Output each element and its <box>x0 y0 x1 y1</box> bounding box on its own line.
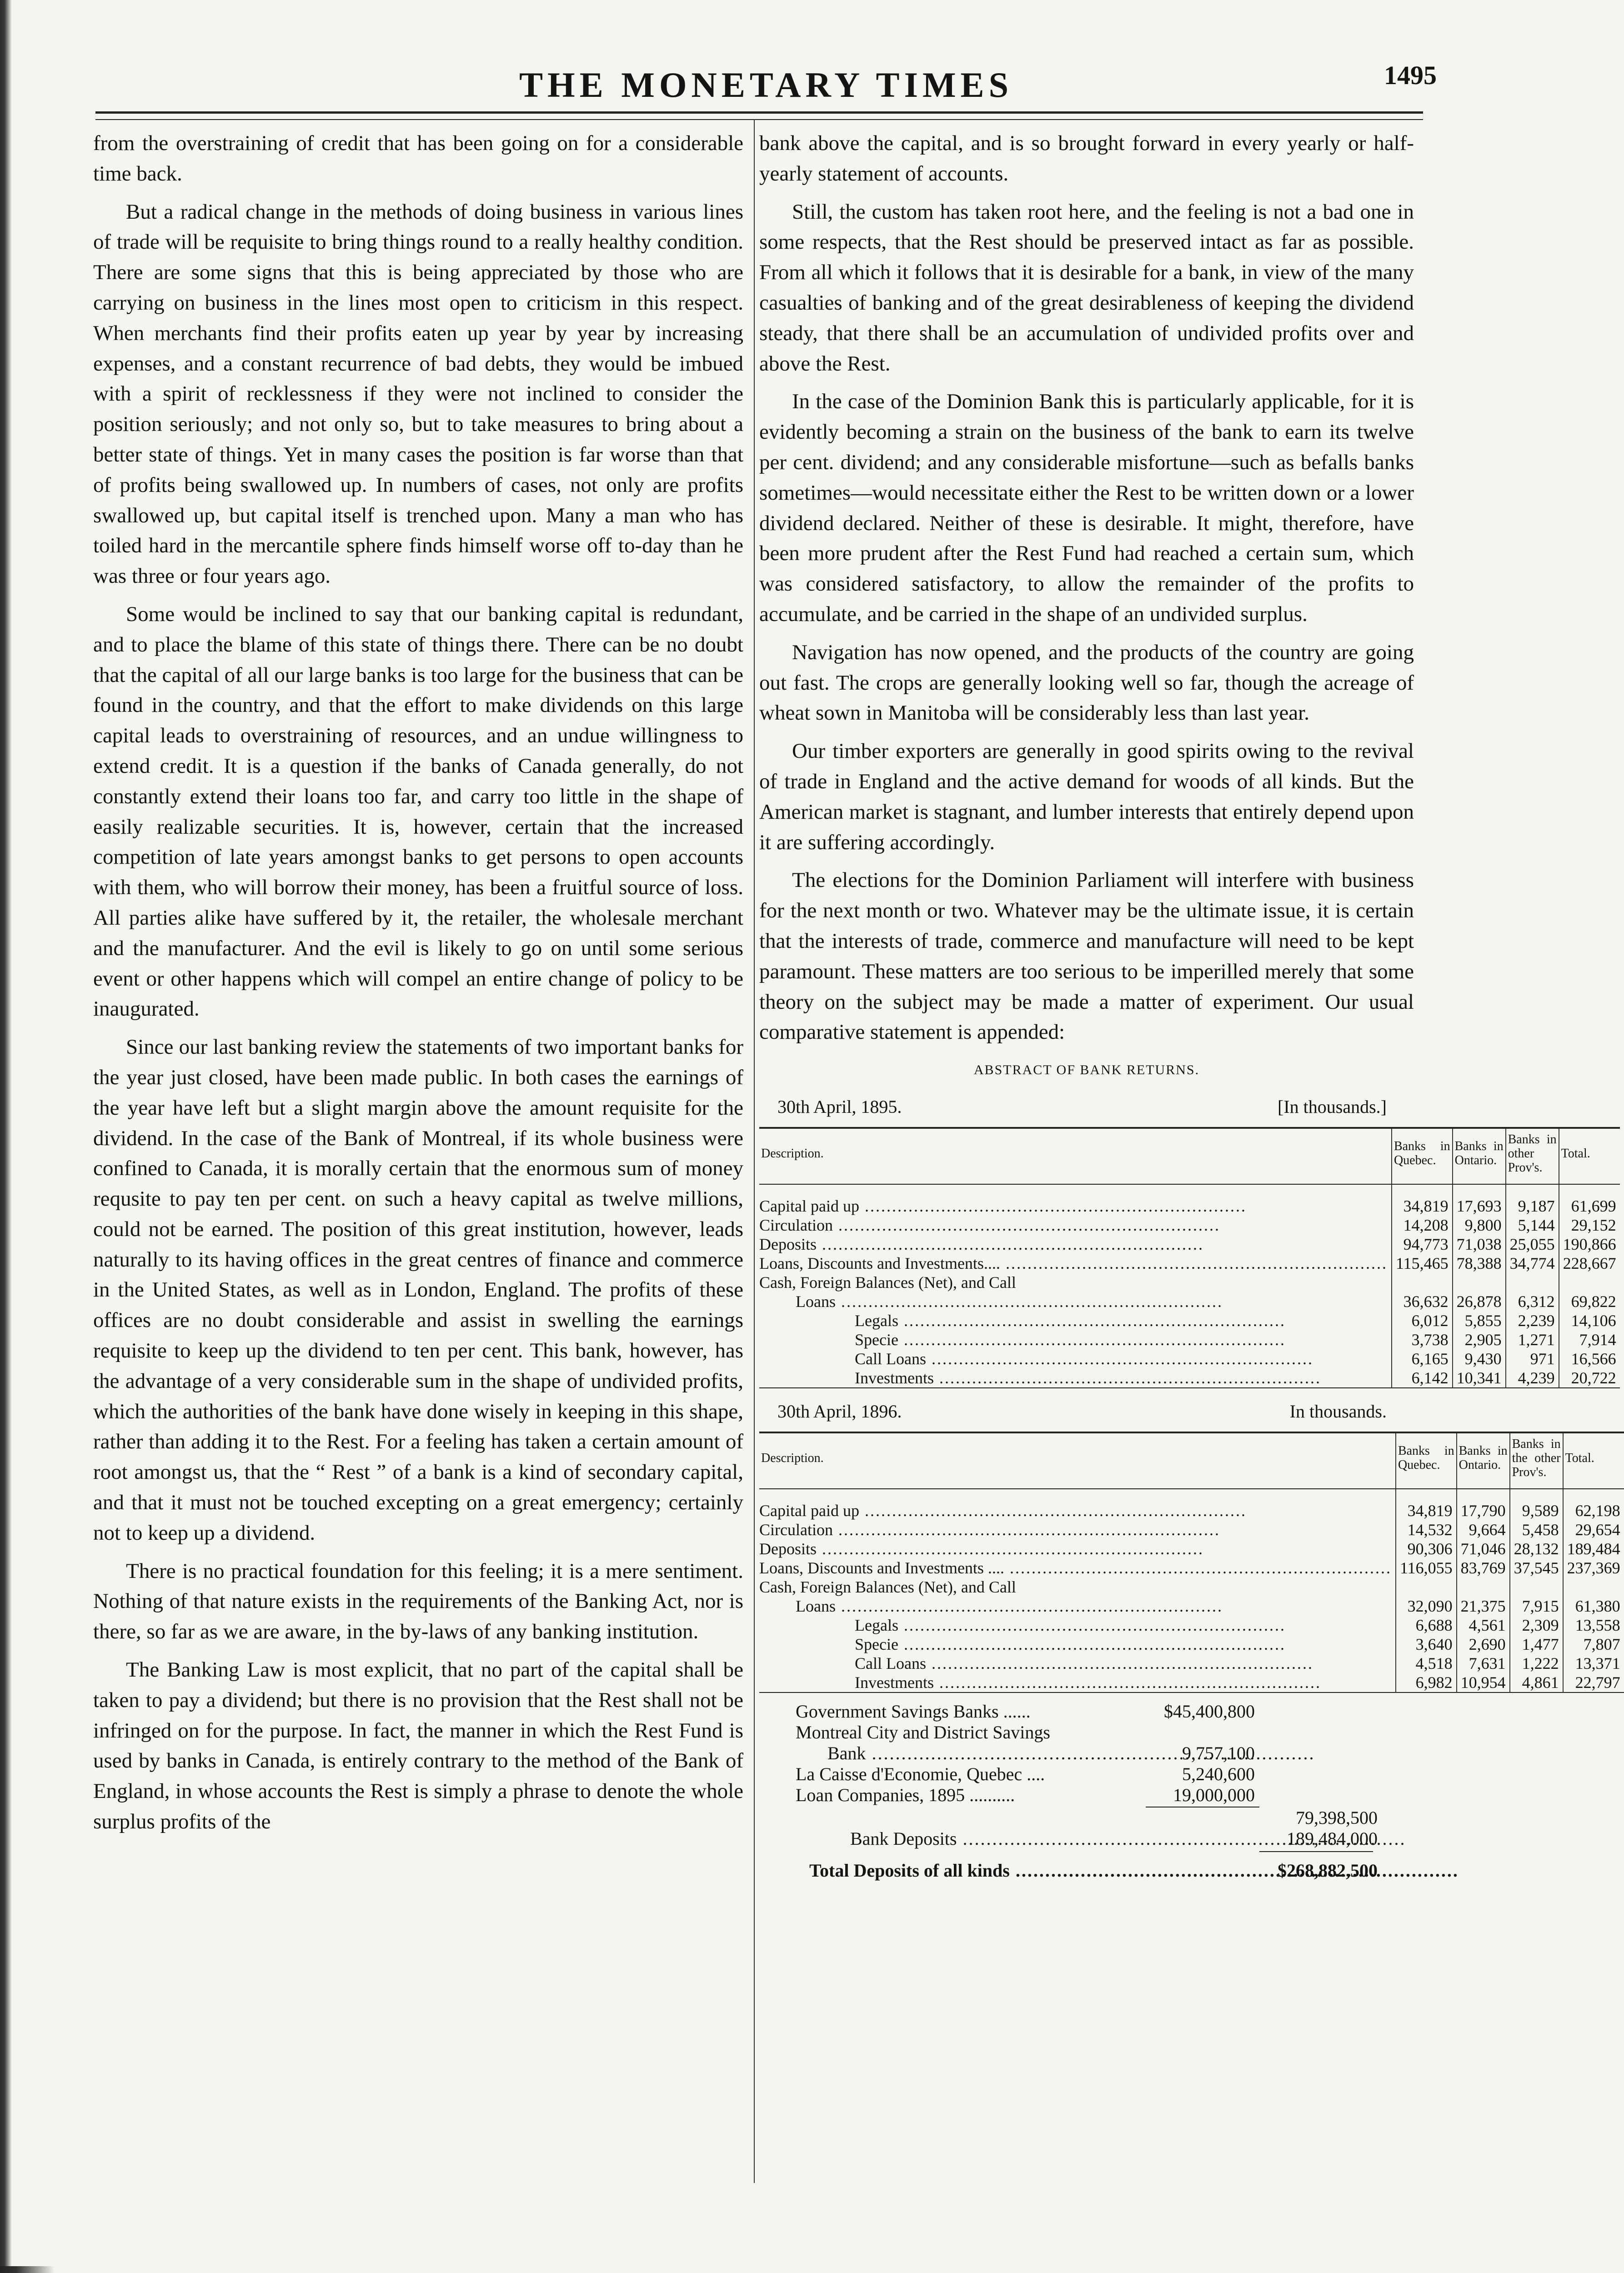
summary-value: 19,000,000 <box>1173 1784 1255 1805</box>
paragraph: But a radical change in the methods of doing business in various lines of trade will be requisite to bring things round to a really healthy condition. There are some signs that this is being appreciated by those who are carrying on business in the lines most open to criticism in this respect. When merchants find their profits eaten up year by year by increasing expenses, and a constant recurrence of bad debts, they would be imbued with a spirit of recklessness if they were not inclined to consider the position seriously; and not only so, but to take measures to bring about a better state of things. Yet in many cases the position is far worse than that of profits being swallowed up. In numbers of cases, not only are profits swallowed up, but capital itself is trenched upon. Many a man who has toiled hard in the mercantile sphere finds himself worse off to-day than he was three or four years ago. <box>93 200 743 588</box>
table-row <box>759 1273 1620 1292</box>
value-cell: 3,640 <box>1396 1635 1457 1654</box>
column-header: Banks in Ontario. <box>1457 1432 1510 1489</box>
table-row <box>759 1368 1620 1388</box>
summary-row <box>759 1764 1414 1785</box>
value-cell: 189,484 <box>1563 1539 1624 1558</box>
value-cell <box>1392 1273 1453 1292</box>
value-cell: 9,664 <box>1457 1520 1510 1539</box>
row-label-cell <box>759 1673 1396 1692</box>
table-row <box>759 1635 1624 1654</box>
page-number: 1495 <box>1384 60 1437 90</box>
table-row <box>759 1597 1624 1616</box>
row-label-cell <box>759 1311 1392 1330</box>
value-cell: 71,046 <box>1457 1539 1510 1558</box>
value-cell <box>1563 1577 1624 1597</box>
row-label-cell <box>759 1635 1396 1654</box>
column-header: Description. <box>759 1128 1392 1184</box>
value-cell: 5,144 <box>1506 1216 1559 1235</box>
value-cell: 13,371 <box>1563 1654 1624 1673</box>
table-1895-caption <box>759 1092 1414 1122</box>
value-cell: 6,165 <box>1392 1349 1453 1368</box>
value-cell: 62,198 <box>1563 1489 1624 1520</box>
row-label: Specie ..... <box>759 1330 1388 1349</box>
value-cell: 14,208 <box>1392 1216 1453 1235</box>
summary-label: Government Savings Banks ...... <box>796 1701 1031 1722</box>
row-label: Specie ..... <box>759 1635 1392 1654</box>
value-cell: 9,589 <box>1510 1489 1563 1520</box>
value-cell: 32,090 <box>1396 1597 1457 1616</box>
table-row <box>759 1539 1624 1558</box>
value-cell: 36,632 <box>1392 1292 1453 1311</box>
value-cell <box>1510 1577 1563 1597</box>
value-cell: 228,667 <box>1559 1254 1620 1273</box>
summary-label: Bank ..... <box>759 1743 1141 1764</box>
row-label-cell <box>759 1273 1392 1292</box>
row-label-cell <box>759 1292 1392 1311</box>
value-cell: 9,800 <box>1453 1216 1506 1235</box>
header-rule-thin <box>95 119 1423 120</box>
row-label-cell <box>759 1558 1396 1577</box>
value-cell <box>1396 1577 1457 1597</box>
table-row <box>759 1349 1620 1368</box>
row-label: Loans, Discounts and Investments.... ..... <box>759 1254 1388 1273</box>
value-cell: 9,430 <box>1453 1349 1506 1368</box>
paragraph: from the overstraining of credit that has been going on for a considerable time back. <box>93 131 743 185</box>
table-row <box>759 1330 1620 1349</box>
binding-edge <box>0 0 12 2273</box>
right-column <box>759 128 1620 1881</box>
table-row <box>759 1558 1624 1577</box>
table-header-row <box>759 1128 1620 1184</box>
value-cell <box>1453 1273 1506 1292</box>
value-cell: 21,375 <box>1457 1597 1510 1616</box>
value-cell: 7,915 <box>1510 1597 1563 1616</box>
row-label-cell <box>759 1330 1392 1349</box>
value-cell: 116,055 <box>1396 1558 1457 1577</box>
row-label-cell <box>759 1520 1396 1539</box>
table-1896 <box>759 1432 1624 1693</box>
value-cell: 7,914 <box>1559 1330 1620 1349</box>
row-label: Loans, Discounts and Investments .... ..... <box>759 1558 1392 1577</box>
table-row <box>759 1520 1624 1539</box>
column-divider <box>754 119 755 2183</box>
summary-label: Montreal City and District Savings <box>796 1722 1050 1742</box>
left-column <box>93 128 743 1845</box>
value-cell: 190,866 <box>1559 1235 1620 1254</box>
value-cell: 61,380 <box>1563 1597 1624 1616</box>
value-cell: 94,773 <box>1392 1235 1453 1254</box>
paragraph: There is no practical foundation for this feeling; it is a mere sentiment. Nothing of that nature exists in the requirements of the Banking Act, nor is there, so far as we are aware, in the by-laws of any banking institution. <box>93 1559 743 1644</box>
value-cell: 4,518 <box>1396 1654 1457 1673</box>
row-label-cell <box>759 1489 1396 1520</box>
row-label-cell <box>759 1577 1396 1597</box>
row-label: Capital paid up ..... <box>759 1501 1392 1520</box>
summary-value: 189,484,000 <box>1287 1828 1378 1849</box>
value-cell: 3,738 <box>1392 1330 1453 1349</box>
row-label: Call Loans ..... <box>759 1349 1388 1368</box>
value-cell: 115,465 <box>1392 1254 1453 1273</box>
row-label: Investments ..... <box>759 1673 1392 1692</box>
table-1896-unit: In thousands. <box>1289 1401 1387 1422</box>
row-label-cell <box>759 1597 1396 1616</box>
summary-value: $45,400,800 <box>1164 1701 1255 1722</box>
masthead <box>95 55 1437 105</box>
row-label-cell <box>759 1368 1392 1388</box>
value-cell: 83,769 <box>1457 1558 1510 1577</box>
value-cell: 5,458 <box>1510 1520 1563 1539</box>
value-cell: 7,631 <box>1457 1654 1510 1673</box>
value-cell: 34,774 <box>1506 1254 1559 1273</box>
value-cell <box>1457 1577 1510 1597</box>
value-cell: 17,693 <box>1453 1184 1506 1216</box>
value-cell: 26,878 <box>1453 1292 1506 1311</box>
value-cell: 5,855 <box>1453 1311 1506 1330</box>
row-label-cell <box>759 1616 1396 1635</box>
summary-row <box>759 1807 1414 1828</box>
table-row <box>759 1216 1620 1235</box>
row-label: Deposits ..... <box>759 1235 1388 1254</box>
value-cell: 6,982 <box>1396 1673 1457 1692</box>
value-cell: 1,222 <box>1510 1654 1563 1673</box>
paragraph: Some would be inclined to say that our banking capital is redundant, and to place the blame of this state of things there. There can be no doubt that the capital of all our large banks is too large for the business that can be found in the country, and that the effort to make dividends on this large capital leads to overstraining of resources, and an undue willingness to extend credit. It is a question if the banks of Canada generally, do not constantly extend their loans too far, and carry too little in the shape of easily realizable securities. It is, however, certain that the increased competition of late years amongst banks to get persons to open accounts with them, who will borrow their money, has been a fruitful source of loss. All parties alike have suffered by it, the retailer, the wholesale merchant and the manufacturer. And the evil is likely to go on until some serious event or other happens which will compel an entire change of policy to be inaugurated. <box>93 602 743 1021</box>
value-cell: 14,106 <box>1559 1311 1620 1330</box>
summary-total-value: $268,882,500 <box>1278 1860 1378 1881</box>
value-cell: 237,369 <box>1563 1558 1624 1577</box>
value-cell: 4,239 <box>1506 1368 1559 1388</box>
summary-row <box>759 1828 1414 1849</box>
table-row <box>759 1577 1624 1597</box>
value-cell: 71,038 <box>1453 1235 1506 1254</box>
header-rule <box>95 111 1423 114</box>
value-cell: 1,477 <box>1510 1635 1563 1654</box>
row-label: Investments ..... <box>759 1368 1388 1387</box>
value-cell: 7,807 <box>1563 1635 1624 1654</box>
value-cell: 34,819 <box>1396 1489 1457 1520</box>
table-row <box>759 1254 1620 1273</box>
table-1896-caption <box>759 1397 1414 1427</box>
value-cell: 10,954 <box>1457 1673 1510 1692</box>
row-label: Circulation ..... <box>759 1216 1388 1235</box>
table-row <box>759 1489 1624 1520</box>
column-header: Banks in Ontario. <box>1453 1128 1506 1184</box>
column-header: Banks in the other Prov's. <box>1510 1432 1563 1489</box>
row-label: Loans ..... <box>759 1597 1392 1616</box>
row-label: Capital paid up ..... <box>759 1197 1388 1216</box>
summary-label: La Caisse d'Economie, Quebec .... <box>796 1763 1045 1784</box>
value-cell: 78,388 <box>1453 1254 1506 1273</box>
row-label: Circulation ..... <box>759 1520 1392 1539</box>
row-label-cell <box>759 1216 1392 1235</box>
total-rule <box>1259 1851 1373 1852</box>
value-cell: 2,690 <box>1457 1635 1510 1654</box>
value-cell: 10,341 <box>1453 1368 1506 1388</box>
value-cell: 6,312 <box>1506 1292 1559 1311</box>
row-label: Deposits ..... <box>759 1539 1392 1558</box>
value-cell: 4,861 <box>1510 1673 1563 1692</box>
table-1895 <box>759 1127 1620 1388</box>
value-cell: 29,152 <box>1559 1216 1620 1235</box>
value-cell: 2,309 <box>1510 1616 1563 1635</box>
table-row <box>759 1184 1620 1216</box>
paragraph: In the case of the Dominion Bank this is particularly applicable, for it is evidently becoming a strain on the business of the bank to earn its twelve per cent. dividend; and any considerable misfortune—such as befalls banks sometimes—would necessitate either the Rest to be written down or a lower dividend declared. Neither of these is desirable. It might, therefore, have been more prudent after the Rest Fund had reached a certain sum, which was considered satisfactory, to allow the remainder of the profits to accumulate, and be carried in the shape of an undivided surplus. <box>759 390 1414 626</box>
abstract-heading: ABSTRACT OF BANK RETURNS. <box>973 1062 1200 1078</box>
row-label: Cash, Foreign Balances (Net), and Call <box>759 1273 1016 1292</box>
paragraph: Since our last banking review the statements of two important banks for the year just closed, have been made public. In both cases the earnings of the year have left but a slight margin above the amount requisite for the dividend. In the case of the Bank of Montreal, if its whole business were confined to Canada, it is morally certain that the enormous sum of money requsite to pay ten per cent. on such a heavy capital as twelve millions, could not be earned. The position of this great institution, however, leads naturally to its having offices in the great centres of finance and commerce in the United States, as well as in London, England. The profits of these offices are no doubt considerable and assist in swelling the earnings requisite to keep up the dividend to ten per cent. This bank, however, has the advantage of a very considerable sum in the shape of undivided profits, which the authorities of the bank have done wisely in keeping in this shape, rather than adding it to the Rest. For a feeling has taken a certain amount of root amongst us, that the “ Rest ” of a bank is a kind of secondary capital, and that it must not be touched excepting on a great emergency; certainly not to keep up a dividend. <box>93 1035 743 1545</box>
row-label: Cash, Foreign Balances (Net), and Call <box>759 1577 1016 1596</box>
row-label-cell <box>759 1235 1392 1254</box>
value-cell: 9,187 <box>1506 1184 1559 1216</box>
summary-row <box>759 1701 1414 1722</box>
row-label: Call Loans ..... <box>759 1654 1392 1673</box>
value-cell: 37,545 <box>1510 1558 1563 1577</box>
value-cell: 1,271 <box>1506 1330 1559 1349</box>
savings-summary <box>759 1701 1414 1881</box>
row-label: Legals ..... <box>759 1616 1392 1635</box>
row-label: Legals ..... <box>759 1311 1388 1330</box>
row-label-cell <box>759 1184 1392 1216</box>
paragraph: The elections for the Dominion Parliament will interfere with business for the next month or two. Whatever may be the ultimate issue, it is certain that the interests of trade, commerce and manufacture will need to be kept paramount. These matters are too serious to be imperilled merely that some theory on the subject may be made a matter of experiment. Our usual comparative statement is appended: <box>759 868 1414 1044</box>
value-cell: 6,688 <box>1396 1616 1457 1635</box>
row-label-cell <box>759 1349 1392 1368</box>
value-cell: 28,132 <box>1510 1539 1563 1558</box>
value-cell: 69,822 <box>1559 1292 1620 1311</box>
row-label-cell <box>759 1254 1392 1273</box>
value-cell <box>1506 1273 1559 1292</box>
value-cell: 13,558 <box>1563 1616 1624 1635</box>
paragraph: Our timber exporters are generally in good spirits owing to the revival of trade in England and the active demand for woods of all kinds. But the American market is stagnant, and lumber interests that entirely depend upon it are suffering accordingly. <box>759 739 1414 854</box>
table-row <box>759 1654 1624 1673</box>
column-header: Total. <box>1563 1432 1624 1489</box>
summary-value: 5,240,600 <box>1182 1763 1255 1784</box>
value-cell: 16,566 <box>1559 1349 1620 1368</box>
table-1895-unit: [In thousands.] <box>1278 1096 1387 1117</box>
table-row <box>759 1292 1620 1311</box>
column-header: Banks in Quebec. <box>1396 1432 1457 1489</box>
binding-corner <box>0 2266 55 2273</box>
paragraph: Navigation has now opened, and the products of the country are going out fast. The crops are generally looking well so far, though the acreage of wheat sown in Manitoba will be considerably less than last year. <box>759 640 1414 725</box>
value-cell: 90,306 <box>1396 1539 1457 1558</box>
summary-row <box>759 1743 1414 1764</box>
summary-subtotal: 79,398,500 <box>1296 1807 1378 1828</box>
summary-value: 9,757,100 <box>1182 1742 1255 1763</box>
paragraph: bank above the capital, and is so brought forward in every yearly or half-yearly statement of accounts. <box>759 131 1414 185</box>
row-label-cell <box>759 1654 1396 1673</box>
value-cell: 14,532 <box>1396 1520 1457 1539</box>
value-cell: 6,142 <box>1392 1368 1453 1388</box>
row-label-cell <box>759 1539 1396 1558</box>
summary-row <box>759 1785 1414 1806</box>
table-row <box>759 1673 1624 1692</box>
value-cell: 29,654 <box>1563 1520 1624 1539</box>
value-cell: 2,239 <box>1506 1311 1559 1330</box>
value-cell: 25,055 <box>1506 1235 1559 1254</box>
value-cell: 6,012 <box>1392 1311 1453 1330</box>
table-1895-date: 30th April, 1895. <box>777 1096 902 1117</box>
column-header: Banks in Quebec. <box>1392 1128 1453 1184</box>
value-cell: 2,905 <box>1453 1330 1506 1349</box>
summary-total-row <box>759 1860 1414 1881</box>
value-cell: 22,797 <box>1563 1673 1624 1692</box>
summary-row <box>759 1722 1414 1743</box>
table-row <box>759 1616 1624 1635</box>
table-row <box>759 1311 1620 1330</box>
summary-total-label: Total Deposits of all kinds ..... <box>759 1860 1259 1881</box>
value-cell: 4,561 <box>1457 1616 1510 1635</box>
value-cell <box>1559 1273 1620 1292</box>
value-cell: 20,722 <box>1559 1368 1620 1388</box>
summary-label: Bank Deposits ..... <box>759 1828 1259 1849</box>
table-row <box>759 1235 1620 1254</box>
value-cell: 34,819 <box>1392 1184 1453 1216</box>
column-header: Banks in other Prov's. <box>1506 1128 1559 1184</box>
summary-label: Loan Companies, 1895 .......... <box>796 1784 1015 1805</box>
value-cell: 971 <box>1506 1349 1559 1368</box>
table-1896-date: 30th April, 1896. <box>777 1401 902 1422</box>
table-header-row <box>759 1432 1624 1489</box>
column-header: Total. <box>1559 1128 1620 1184</box>
column-header: Description. <box>759 1432 1396 1489</box>
value-cell: 17,790 <box>1457 1489 1510 1520</box>
publication-title: THE MONETARY TIMES <box>519 65 1013 105</box>
row-label: Loans ..... <box>759 1292 1388 1311</box>
paragraph: The Banking Law is most explicit, that no part of the capital shall be taken to pay a dividend; but there is no provision that the Rest shall not be infringed on for the purpose. In fact, the manner in which the Rest Fund is used by banks in Canada, is entirely contrary to the method of the Bank of England, in whose accounts the Rest is simply a phrase to denote the whole surplus profits of the <box>93 1658 743 1834</box>
value-cell: 61,699 <box>1559 1184 1620 1216</box>
paragraph: Still, the custom has taken root here, and the feeling is not a bad one in some respects, that the Rest should be preserved intact as far as possible. From all which it follows that it is desirable for a bank, in view of the many casualties of banking and of the great desirableness of keeping the dividend steady, that there shall be an accumulation of undivided profits over and above the Rest. <box>759 200 1414 375</box>
